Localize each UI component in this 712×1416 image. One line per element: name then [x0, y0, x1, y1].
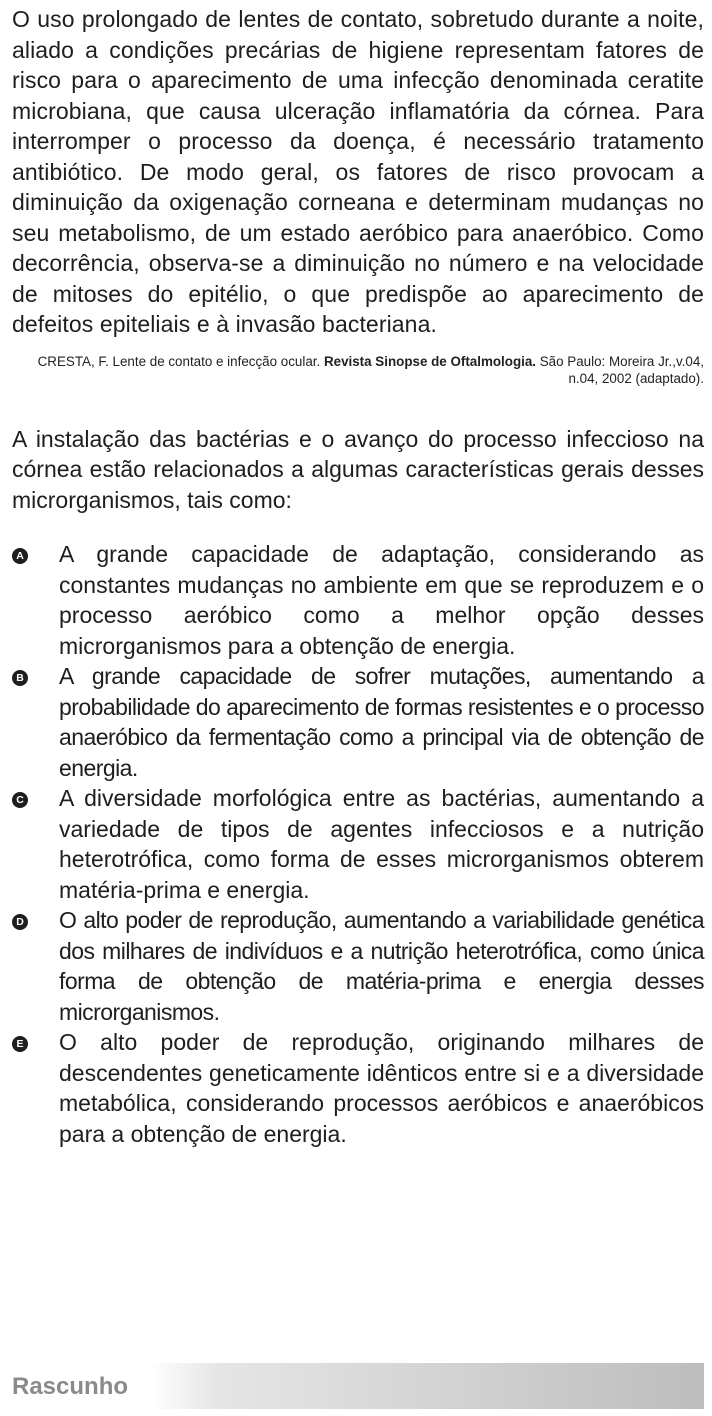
question-stem: A instalação das bactérias e o avanço do processo infeccioso na córnea estão relacionados a algumas características gerais desses microrganismos, tais como:	[12, 425, 704, 513]
question-page	[12, 4, 704, 1165]
citation-author-title: CRESTA, F. Lente de contato e infecção ocular.	[37, 353, 324, 369]
option-d-letter-badge: D	[12, 914, 28, 930]
citation-publication: São Paulo: Moreira Jr.,v.04, n.04, 2002 (adaptado).	[536, 353, 704, 386]
citation	[12, 353, 704, 387]
option-a-letter-badge: A	[12, 548, 28, 564]
option-a[interactable]	[12, 539, 704, 661]
option-b-letter-badge: B	[12, 670, 28, 686]
option-d[interactable]	[12, 905, 704, 1027]
option-b[interactable]	[12, 661, 704, 783]
passage-text: O uso prolongado de lentes de contato, sobretudo durante a noite, aliado a condições precárias de higiene representam fatores de risco para o aparecimento de uma infecção denominada ceratite microbiana, que causa ulceração inflamatória da córnea. Para interromper o processo da doença, é necessário tratamento antibiótico. De modo geral, os fatores de risco provocam a diminuição da oxigenação corneana e determinam mudanças no seu metabolismo, de um estado aeróbico para anaeróbico. Como decorrência, observa-se a diminuição no número e na velocidade de mitoses do epitélio, o que predispõe ao aparecimento de defeitos epiteliais e à invasão bacteriana.	[12, 6, 704, 337]
option-c-letter-badge: C	[12, 792, 28, 808]
rascunho-bar	[0, 1363, 704, 1409]
option-c[interactable]	[12, 783, 704, 905]
option-e-text: O alto poder de reprodução, originando milhares de descendentes geneticamente idênticos entre si e a diversidade metabólica, considerando processos aeróbicos e anaeróbicos para a obtenção de energia.	[59, 1029, 704, 1147]
option-b-text: A grande capacidade de sofrer mutações, aumentando a probabilidade do aparecimento de formas resistentes e o processo anaeróbico da fermentação como a principal via de obtenção de energia.	[59, 663, 704, 781]
citation-journal: Revista Sinopse de Oftalmologia.	[323, 353, 537, 369]
option-e-letter-badge: E	[12, 1036, 28, 1052]
option-c-text: A diversidade morfológica entre as bactérias, aumentando a variedade de tipos de agentes infecciosos e a nutrição heterotrófica, como forma de esses microrganismos obterem matéria-prima e energia.	[59, 785, 704, 903]
option-d-text: O alto poder de reprodução, aumentando a variabilidade genética dos milhares de indivíduos e a nutrição heterotrófica, como única forma de obtenção de matéria-prima e energia desses microrganismos.	[59, 907, 704, 1025]
option-a-text: A grande capacidade de adaptação, considerando as constantes mudanças no ambiente em que se reproduzem e o processo aeróbico como a melhor opção desses microrganismos para a obtenção de energia.	[59, 541, 704, 659]
option-e[interactable]	[12, 1027, 704, 1149]
rascunho-label: Rascunho	[12, 1373, 129, 1400]
answer-options	[12, 539, 704, 1149]
